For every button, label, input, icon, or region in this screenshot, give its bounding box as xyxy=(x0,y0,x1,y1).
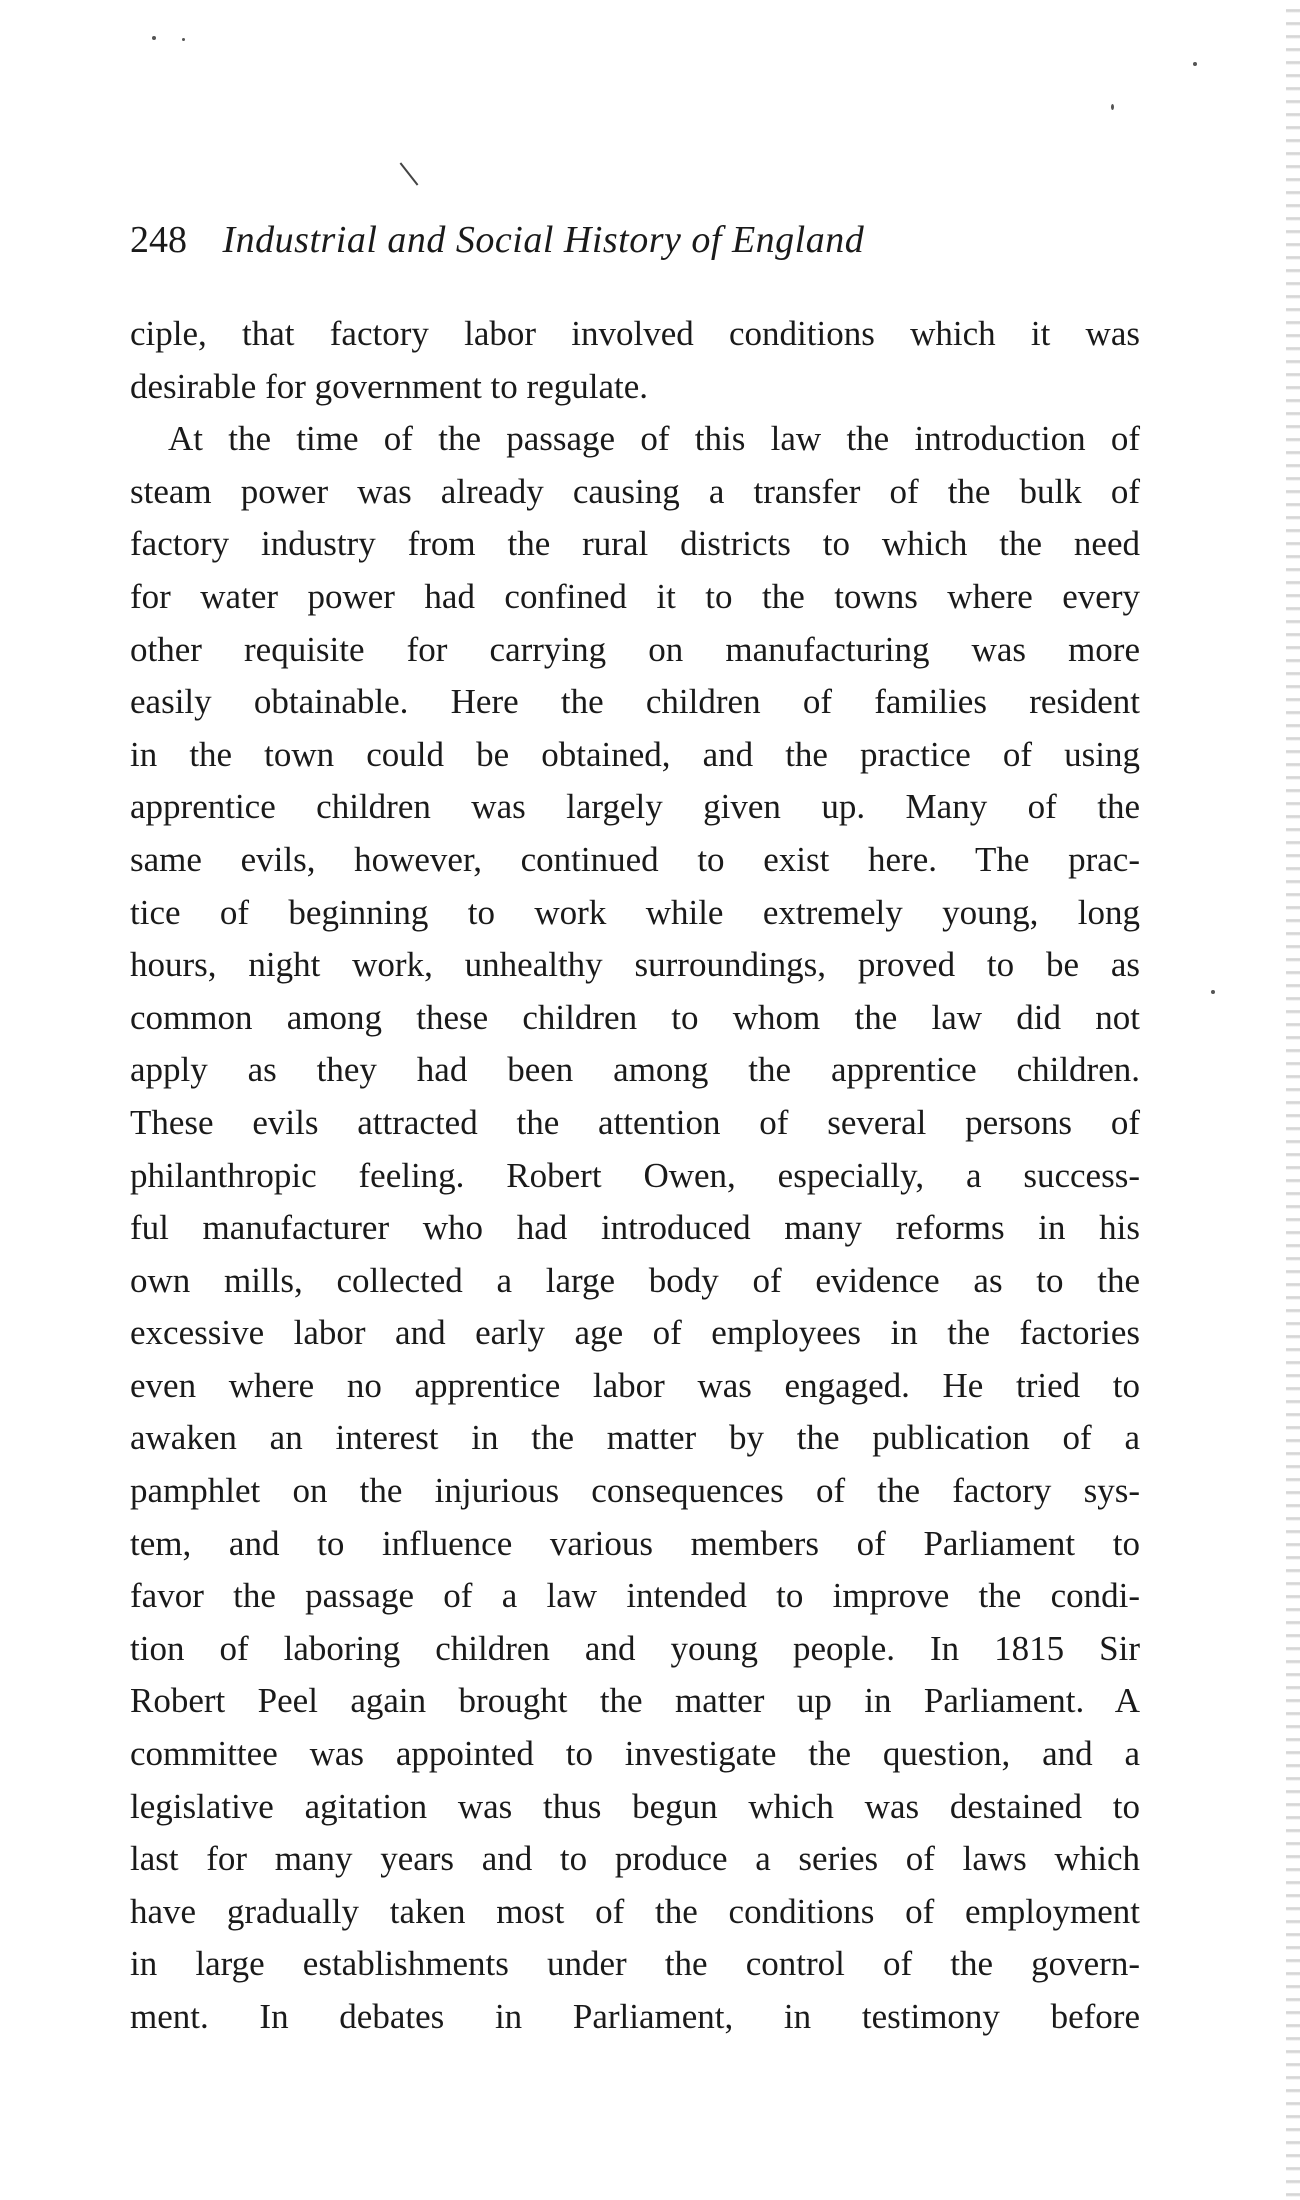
text-line: These evils attracted the attention of several persons of xyxy=(130,1102,1140,1142)
text-line: legislative agitation was thus begun which was destained to xyxy=(130,1786,1140,1826)
text-line: awaken an interest in the matter by the publication of a xyxy=(130,1418,1140,1458)
scan-speck xyxy=(1111,104,1114,110)
text-line: factory industry from the rural districts to which the need xyxy=(130,524,1140,564)
running-head xyxy=(130,215,1130,265)
body-text xyxy=(130,308,1140,2044)
scan-speck xyxy=(1211,990,1215,994)
scan-speck xyxy=(1193,62,1197,66)
page-edge-shadow xyxy=(1286,0,1300,2200)
text-line: in large establishments under the control of the govern- xyxy=(130,1944,1140,1984)
text-line: At the time of the passage of this law the introduction of xyxy=(168,419,1140,459)
text-line: ful manufacturer who had introduced many reforms in his xyxy=(130,1208,1140,1248)
text-line: tem, and to influence various members of Parliament to xyxy=(130,1523,1140,1563)
text-line: excessive labor and early age of employees in the factories xyxy=(130,1313,1140,1353)
text-line: ment. In debates in Parliament, in testimony before xyxy=(130,1997,1140,2036)
text-line: have gradually taken most of the conditions of employment xyxy=(130,1891,1140,1931)
text-line: pamphlet on the injurious consequences of the factory sys- xyxy=(130,1471,1140,1511)
text-line: other requisite for carrying on manufacturing was more xyxy=(130,629,1140,669)
text-line: committee was appointed to investigate the question, and a xyxy=(130,1734,1140,1774)
text-line: desirable for government to regulate. xyxy=(130,366,648,406)
text-line: steam power was already causing a transfer of the bulk of xyxy=(130,471,1140,511)
scan-mark xyxy=(400,162,419,185)
text-line: common among these children to whom the law did not xyxy=(130,997,1140,1037)
text-line: apprentice children was largely given up. Many of the xyxy=(130,787,1140,827)
text-line: apply as they had been among the apprentice children. xyxy=(130,1050,1140,1090)
text-line: favor the passage of a law intended to improve the condi- xyxy=(130,1576,1140,1616)
text-line: even where no apprentice labor was engaged. He tried to xyxy=(130,1365,1140,1405)
text-line: tion of laboring children and young people. In 1815 Sir xyxy=(130,1628,1140,1668)
text-line: hours, night work, unhealthy surroundings, proved to be as xyxy=(130,945,1140,985)
text-line: for water power had confined it to the towns where every xyxy=(130,576,1140,616)
scan-speck xyxy=(152,36,156,40)
running-title: Industrial and Social History of England xyxy=(222,219,865,261)
text-line: own mills, collected a large body of evidence as to the xyxy=(130,1260,1140,1300)
text-line: easily obtainable. Here the children of families resident xyxy=(130,682,1140,722)
text-line: last for many years and to produce a series of laws which xyxy=(130,1839,1140,1879)
text-line: Robert Peel again brought the matter up in Parliament. A xyxy=(130,1681,1140,1721)
text-line: tice of beginning to work while extremely young, long xyxy=(130,892,1140,932)
page-number: 248 xyxy=(130,219,187,261)
scan-speck xyxy=(182,38,185,41)
text-line: in the town could be obtained, and the practice of using xyxy=(130,734,1140,774)
text-line: ciple, that factory labor involved conditions which it was xyxy=(130,314,1140,353)
text-line: philanthropic feeling. Robert Owen, especially, a success- xyxy=(130,1155,1140,1195)
text-line: same evils, however, continued to exist here. The prac- xyxy=(130,839,1140,879)
